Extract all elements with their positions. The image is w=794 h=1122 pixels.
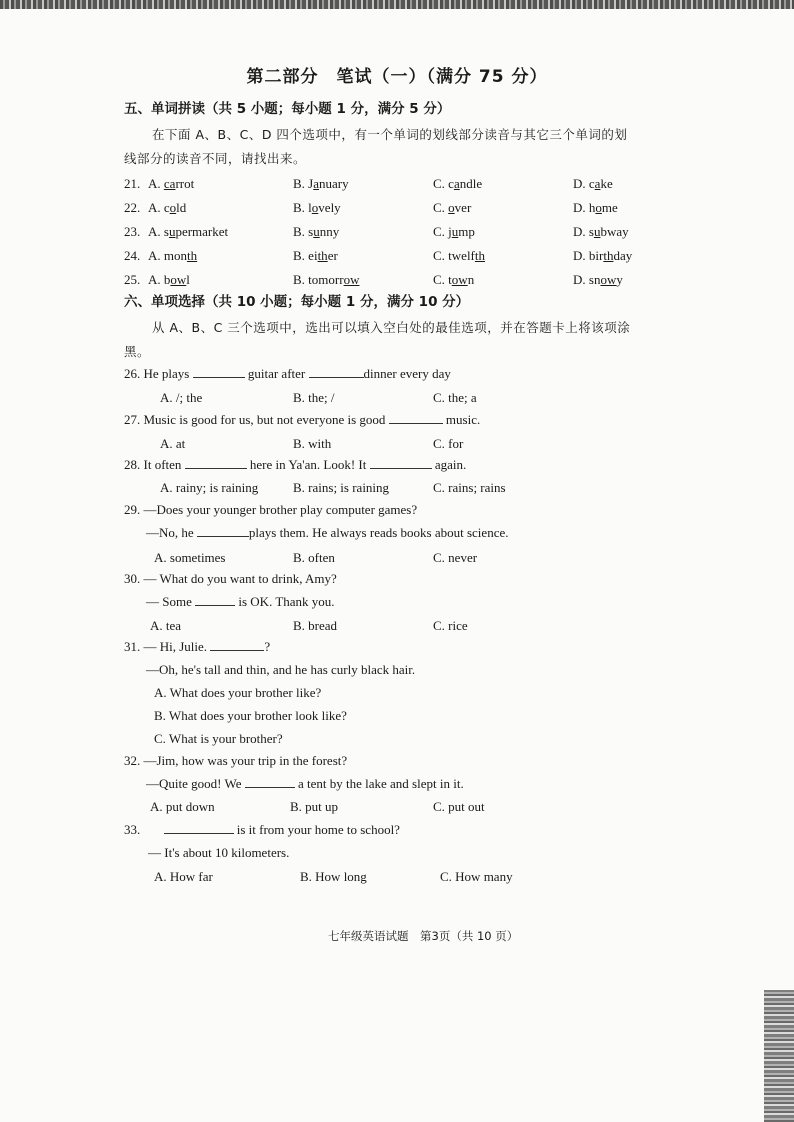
question-27-option-c: C. for [433, 436, 464, 451]
question-26-text: guitar after [247, 366, 306, 381]
question-26-text: dinner every day [363, 366, 451, 381]
question-28-option-a: A. rainy; is raining [160, 480, 259, 495]
question-28-text: here in Ya'an. Look! It [249, 457, 367, 472]
option-text: C. twelf [433, 248, 475, 263]
option-text: B. l [293, 200, 312, 215]
option-text: mp [458, 224, 475, 239]
answer-blank [309, 366, 364, 378]
option-text: D. sn [573, 272, 601, 287]
page-title: 第二部分 笔试（一）（满分 75 分） [246, 67, 548, 87]
option-text: me [601, 200, 618, 215]
underlined-letters: ow [343, 272, 360, 287]
question-33-text: 33. [124, 822, 141, 837]
question-22-option-a [148, 200, 186, 216]
question-24-number: 24. [124, 248, 141, 263]
underlined-letters: ow [451, 272, 468, 287]
question-27-stem [124, 412, 480, 428]
question-26-stem [124, 366, 451, 382]
question-22-number: 22. [124, 200, 141, 215]
underlined-letters: u [313, 224, 320, 239]
question-21-option-b [293, 176, 349, 192]
question-26-option-b: B. the; / [293, 390, 335, 405]
question-29-option-a: A. sometimes [154, 550, 226, 565]
option-text: A. [148, 176, 164, 191]
scan-edge-top [0, 0, 794, 9]
question-31-option-b: B. What does your brother look like? [154, 708, 347, 723]
answer-blank [389, 412, 443, 424]
underlined-letters: a [313, 176, 320, 191]
section5-instructions-1: 在下面 A、B、C、D 四个选项中，有一个单词的划线部分读音与其它三个单词的划 [152, 127, 628, 142]
question-21-number: 21. [124, 176, 141, 191]
question-28-option-b: B. rains; is raining [293, 480, 390, 495]
question-21-option-c [433, 176, 482, 192]
section6-instructions-2: 黑。 [124, 344, 151, 359]
underlined-letters: u [168, 224, 176, 239]
answer-blank [164, 822, 234, 834]
question-27-text: music. [445, 412, 481, 427]
option-text: permarket [175, 224, 229, 239]
question-26-text: 26. He plays [124, 366, 190, 381]
question-22-option-d [573, 200, 618, 216]
question-29-line-1: 29. —Does your younger brother play computer games? [124, 502, 418, 517]
question-29-option-b: B. often [293, 550, 335, 565]
option-text: B. ei [293, 248, 318, 263]
answer-blank [185, 457, 247, 469]
question-24-option-d [573, 248, 632, 264]
question-33-text: is it from your home to school? [236, 822, 400, 837]
option-text: day [613, 248, 633, 263]
option-text: D. s [573, 224, 594, 239]
underlined-letters: u [593, 224, 601, 239]
question-32-option-a: A. put down [150, 799, 215, 814]
underlined-letters: u [451, 224, 459, 239]
option-text: D. bir [573, 248, 604, 263]
option-text: rrot [175, 176, 195, 191]
option-text: er [327, 248, 338, 263]
underlined-letters: o [595, 200, 602, 215]
question-29-text: —No, he [146, 525, 194, 540]
option-text: ver [454, 200, 472, 215]
option-text: A. mon [148, 248, 187, 263]
question-24-option-c [433, 248, 485, 264]
option-text: y [616, 272, 623, 287]
question-32-text: —Quite good! We [146, 776, 242, 791]
question-32-text: a tent by the lake and slept in it. [297, 776, 464, 791]
option-text: nuary [319, 176, 349, 191]
option-text: l [186, 272, 190, 287]
question-27-option-a: A. at [160, 436, 186, 451]
question-23-option-a [148, 224, 228, 240]
page-footer: 七年级英语试题 第3页（共 10 页） [328, 929, 519, 943]
question-31-option-a: A. What does your brother like? [154, 685, 322, 700]
section6-instructions-1: 从 A、B、C 三个选项中，选出可以填入空白处的最佳选项，并在答题卡上将该项涂 [152, 320, 631, 335]
answer-blank [195, 594, 235, 606]
option-text: B. tomorr [293, 272, 344, 287]
scan-edge-right [764, 990, 794, 1122]
underlined-letters: th [603, 248, 614, 263]
option-text: vely [318, 200, 341, 215]
option-text: C. [433, 200, 449, 215]
question-21-option-d [573, 176, 613, 192]
question-23-option-d [573, 224, 629, 240]
question-26-option-a: A. /; the [160, 390, 203, 405]
question-31-line-1 [124, 639, 270, 655]
option-text: ld [176, 200, 187, 215]
option-text: B. J [293, 176, 314, 191]
question-25-option-a [148, 272, 190, 288]
question-30-line-2 [146, 594, 335, 610]
answer-blank [370, 457, 432, 469]
question-23-option-c [433, 224, 475, 240]
underlined-letters: o [311, 200, 319, 215]
question-24-option-a [148, 248, 197, 264]
answer-blank [210, 639, 264, 651]
question-33-option-b: B. How long [300, 869, 367, 884]
question-32-option-c: C. put out [433, 799, 485, 814]
question-23-number: 23. [124, 224, 141, 239]
underlined-letters: th [317, 248, 328, 263]
option-text: A. b [148, 272, 171, 287]
question-28-option-c: C. rains; rains [433, 480, 506, 495]
question-30-text: — Some [146, 594, 192, 609]
question-22-option-b [293, 200, 341, 216]
question-31-text: 31. — Hi, Julie. [124, 639, 208, 654]
question-27-option-b: B. with [293, 436, 332, 451]
question-33-line-2: — It's about 10 kilometers. [148, 845, 290, 860]
question-33-line-1 [124, 822, 400, 838]
question-33-option-c: C. How many [440, 869, 513, 884]
question-29-line-2 [146, 525, 508, 541]
option-text: ke [600, 176, 613, 191]
question-31-text: ? [264, 639, 271, 654]
answer-blank [197, 525, 249, 537]
option-text: D. c [573, 176, 595, 191]
question-28-stem [124, 457, 466, 473]
option-text: D. h [573, 200, 596, 215]
question-25-number: 25. [124, 272, 141, 287]
section6-heading: 六、单项选择（共 10 小题；每小题 1 分，满分 10 分） [124, 294, 470, 310]
section5-instructions-2: 线部分的读音不同，请找出来。 [124, 151, 307, 166]
underlined-letters: th [474, 248, 486, 263]
question-26-option-c: C. the; a [433, 390, 477, 405]
option-text: B. s [293, 224, 314, 239]
question-30-option-c: C. rice [433, 618, 468, 633]
underlined-letters: ca [163, 176, 176, 191]
underlined-letters: a [453, 176, 460, 191]
question-29-text: plays them. He always reads books about science. [248, 525, 509, 540]
option-text: A. s [148, 224, 169, 239]
question-32-line-1: 32. —Jim, how was your trip in the forest? [124, 753, 348, 768]
question-21-option-a [148, 176, 194, 192]
answer-blank [193, 366, 245, 378]
question-25-option-d [573, 272, 623, 288]
question-31-line-2: —Oh, he's tall and thin, and he has curly black hair. [146, 662, 416, 677]
question-30-option-b: B. bread [293, 618, 338, 633]
option-text: C. t [433, 272, 452, 287]
question-33-option-a: A. How far [154, 869, 213, 884]
option-text: bway [600, 224, 629, 239]
option-text: n [467, 272, 475, 287]
section5-heading: 五、单词拼读（共 5 小题；每小题 1 分，满分 5 分） [124, 101, 451, 117]
question-27-text: 27. Music is good for us, but not everyone is good [124, 412, 386, 427]
question-31-option-c: C. What is your brother? [154, 731, 283, 746]
underlined-letters: o [448, 200, 455, 215]
underlined-letters: ow [170, 272, 187, 287]
question-25-option-b [293, 272, 359, 288]
question-25-option-c [433, 272, 474, 288]
option-text: ndle [459, 176, 483, 191]
question-28-text: again. [434, 457, 467, 472]
question-32-line-2 [146, 776, 464, 792]
option-text: C. c [433, 176, 454, 191]
question-29-option-c: C. never [433, 550, 478, 565]
question-30-text: is OK. Thank you. [238, 594, 335, 609]
answer-blank [245, 776, 295, 788]
underlined-letters: a [594, 176, 601, 191]
underlined-letters: o [169, 200, 177, 215]
option-text: nny [319, 224, 340, 239]
question-22-option-c [433, 200, 471, 216]
question-24-option-b [293, 248, 338, 264]
option-text: C. j [433, 224, 452, 239]
option-text: A. c [148, 200, 170, 215]
underlined-letters: th [187, 248, 198, 263]
question-23-option-b [293, 224, 339, 240]
question-28-text: 28. It often [124, 457, 182, 472]
question-32-option-b: B. put up [290, 799, 339, 814]
question-30-option-a: A. tea [150, 618, 182, 633]
underlined-letters: ow [600, 272, 617, 287]
question-30-line-1: 30. — What do you want to drink, Amy? [124, 571, 337, 586]
